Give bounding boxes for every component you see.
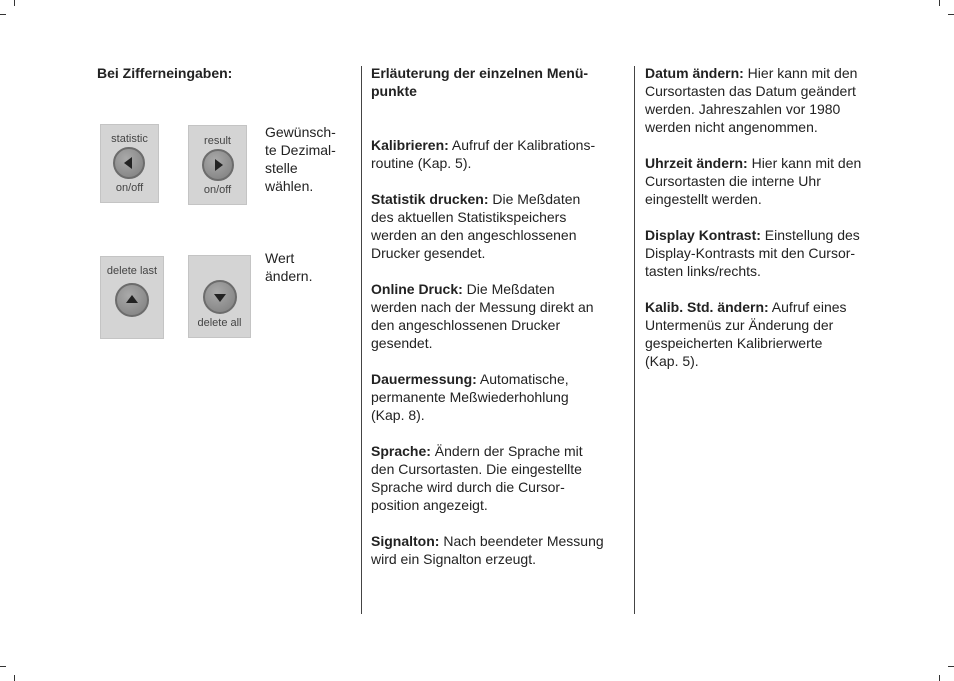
description-change-value	[265, 249, 312, 285]
menu-explanation-heading	[371, 64, 621, 100]
entry-text: Die Meßdaten	[488, 191, 581, 207]
delete-all-key	[188, 255, 251, 338]
entry-line: werden nicht angenommen.	[645, 119, 818, 135]
entry-sprache	[371, 442, 621, 514]
menu-explanation-column-right	[645, 64, 885, 388]
entry-term: Statistik drucken:	[371, 191, 489, 207]
entry-text: Aufruf eines	[768, 299, 847, 315]
description-line: te Dezimal-	[265, 142, 336, 158]
entry-line: Cursortasten das Datum geändert	[645, 83, 856, 99]
entry-line: tasten links/rechts.	[645, 263, 761, 279]
crop-mark	[14, 0, 15, 6]
entry-term: Datum ändern:	[645, 65, 744, 81]
entry-term: Dauermessung:	[371, 371, 477, 387]
result-key	[188, 125, 247, 205]
key-label-top: result	[204, 135, 231, 147]
crop-mark	[14, 675, 15, 681]
column-divider	[361, 66, 362, 614]
arrow-down-icon	[203, 280, 237, 314]
entry-term: Display Kontrast:	[645, 227, 761, 243]
entry-dauermessung	[371, 370, 621, 424]
entry-line: (Kap. 8).	[371, 407, 425, 423]
arrow-left-icon	[113, 147, 145, 179]
description-line: Wert	[265, 250, 295, 266]
entry-kalibrieren	[371, 136, 621, 172]
entry-text: Aufruf der Kalibrations-	[448, 137, 596, 153]
entry-line: Cursortasten die interne Uhr	[645, 173, 821, 189]
crop-mark	[939, 0, 940, 6]
description-line: ändern.	[265, 268, 313, 284]
entry-term: Online Druck:	[371, 281, 463, 297]
entry-text: Die Meßdaten	[462, 281, 555, 297]
entry-line: den angeschlossenen Drucker	[371, 317, 561, 333]
entry-text: Einstellung des	[760, 227, 860, 243]
entry-display-kontrast	[645, 226, 885, 280]
entry-line: gesendet.	[371, 335, 433, 351]
entry-text: Nach beendeter Messung	[439, 533, 604, 549]
arrow-right-icon	[202, 149, 234, 181]
crop-mark	[0, 666, 6, 667]
entry-line: den Cursortasten. Die eingestellte	[371, 461, 582, 477]
entry-text: Ändern der Sprache mit	[430, 443, 583, 459]
description-line: stelle	[265, 160, 298, 176]
left-heading: Bei Zifferneingaben:	[97, 65, 233, 81]
heading-line: punkte	[371, 83, 417, 99]
key-label-top: statistic	[111, 133, 148, 145]
entry-term: Kalibrieren:	[371, 137, 449, 153]
column-divider	[634, 66, 635, 614]
entry-text: Automatische,	[476, 371, 569, 387]
entry-signalton	[371, 532, 621, 568]
menu-explanation-column	[371, 64, 621, 586]
description-line: Gewünsch-	[265, 124, 336, 140]
entry-line: des aktuellen Statistikspeichers	[371, 209, 567, 225]
crop-mark	[948, 14, 954, 15]
key-label-bottom: on/off	[115, 182, 144, 194]
entry-line: Drucker gesendet.	[371, 245, 486, 261]
entry-line: eingestellt werden.	[645, 191, 762, 207]
entry-text: Hier kann mit den	[743, 65, 858, 81]
entry-line: werden nach der Messung direkt an	[371, 299, 594, 315]
key-label-bottom: delete all	[197, 317, 242, 329]
crop-mark	[939, 675, 940, 681]
entry-datum-aendern	[645, 64, 885, 136]
key-label-bottom: on/off	[203, 184, 232, 196]
entry-line: permanente Meßwiederhohlung	[371, 389, 569, 405]
entry-line: routine (Kap. 5).	[371, 155, 472, 171]
entry-kalib-std-aendern	[645, 298, 885, 370]
crop-mark	[0, 14, 6, 15]
entry-line: werden an den angeschlossenen	[371, 227, 577, 243]
description-line: wählen.	[265, 178, 314, 194]
entry-statistik-drucken	[371, 190, 621, 262]
arrow-up-icon	[115, 283, 149, 317]
entry-line: wird ein Signalton erzeugt.	[371, 551, 536, 567]
delete-last-key	[100, 256, 164, 339]
entry-uhrzeit-aendern	[645, 154, 885, 208]
heading-line: Erläuterung der einzelnen Menü-	[371, 65, 589, 81]
key-label-top: delete last	[106, 265, 158, 277]
entry-term: Signalton:	[371, 533, 440, 549]
entry-term: Kalib. Std. ändern:	[645, 299, 769, 315]
entry-term: Uhrzeit ändern:	[645, 155, 748, 171]
entry-term: Sprache:	[371, 443, 431, 459]
entry-line: Sprache wird durch die Cursor-	[371, 479, 565, 495]
entry-text: Hier kann mit den	[747, 155, 862, 171]
entry-line: (Kap. 5).	[645, 353, 699, 369]
entry-line: Display-Kontrasts mit den Cursor-	[645, 245, 856, 261]
entry-line: position angezeigt.	[371, 497, 488, 513]
description-decimal-place	[265, 123, 336, 195]
crop-mark	[948, 666, 954, 667]
entry-line: werden. Jahreszahlen vor 1980	[645, 101, 841, 117]
entry-online-druck	[371, 280, 621, 352]
entry-line: gespeicherten Kalibrierwerte	[645, 335, 823, 351]
statistic-key	[100, 124, 159, 203]
entry-line: Untermenüs zur Änderung der	[645, 317, 834, 333]
